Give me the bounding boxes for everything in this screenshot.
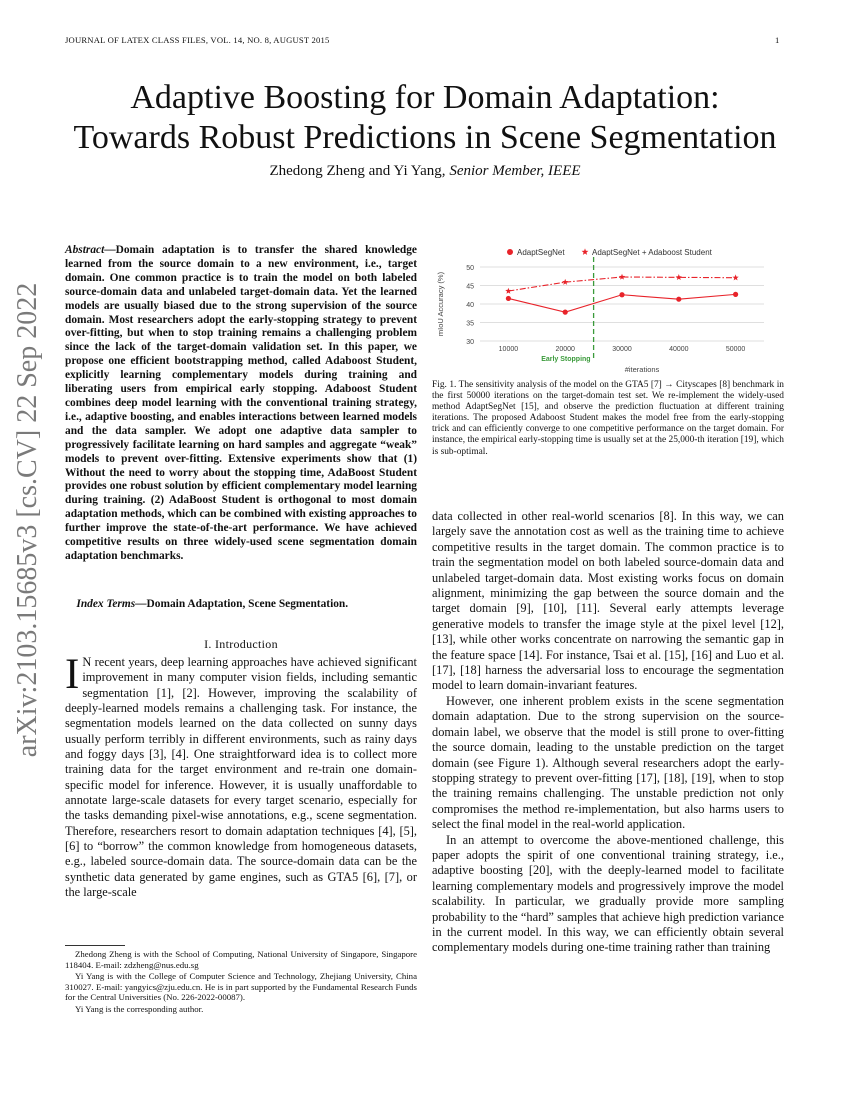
author-suffix: Senior Member, IEEE: [449, 163, 581, 179]
y-tick-label: 30: [466, 339, 474, 346]
data-point: [676, 274, 682, 280]
x-tick-label: 30000: [612, 346, 632, 353]
data-point: [506, 296, 511, 301]
abstract: [65, 244, 417, 564]
index-terms-label: Index Terms: [76, 598, 136, 610]
data-point: [505, 288, 511, 294]
running-header: JOURNAL OF LATEX CLASS FILES, VOL. 14, NO. 8, AUGUST 2015: [65, 35, 330, 45]
intro-paragraph: [65, 651, 417, 901]
index-terms: [65, 598, 417, 610]
x-tick-label: 50000: [725, 346, 746, 353]
legend-label: AdaptSegNet + Adaboost Student: [592, 248, 712, 257]
body-paragraph: In an attempt to overcome the above-mentioned challenge, this paper adopts the spirit of one conventional training strategy, i.e., adaptive boosting [20], with the deeply-learned model to facilitate learning complementary models and progressively improve the model scalability. In particular, we gradually provide more sampling probability to the “hard” samples that achieve high prediction variance in the current model. In this way, we can efficiently obtain several complementary models during one-time training rather than training: [432, 832, 784, 955]
data-point: [562, 279, 568, 285]
abstract-label: Abstract: [65, 244, 105, 256]
right-column-body: [432, 509, 784, 956]
legend-marker-star: [582, 248, 589, 255]
legend-label: AdaptSegNet: [517, 248, 565, 257]
index-terms-text: —Domain Adaptation, Scene Segmentation.: [135, 598, 349, 610]
footnote: Yi Yang is the corresponding author.: [75, 1003, 204, 1014]
y-axis-label: mIoU Accuracy (%): [436, 271, 445, 337]
x-axis-label: #iterations: [624, 365, 660, 374]
data-point: [619, 292, 624, 297]
x-tick-label: 40000: [669, 346, 689, 353]
y-tick-label: 35: [466, 320, 474, 328]
section-heading: I. Introduction: [204, 637, 278, 651]
data-point: [676, 297, 681, 302]
drop-cap: I: [65, 651, 80, 698]
early-stopping-label: Early Stopping: [541, 356, 591, 363]
data-point: [563, 310, 568, 315]
footnote: Zhedong Zheng is with the School of Computing, National University of Singapore, Singapore 118404. E-mail: zdzheng@nus.edu.sg: [65, 949, 417, 970]
x-tick-label: 20000: [555, 346, 575, 353]
y-tick-label: 40: [466, 302, 474, 309]
data-point: [732, 274, 738, 280]
body-paragraph: However, one inherent problem exists in the scene segmentation domain adaptation. Due to the strong supervision on the source-domain label, we observe that the model is still prone to over-fitting the source domain, leading to the unstable prediction on the target domain (see Figure 1). Although several researchers adopt the early-stopping strategy to prevent over-fitting [17], [18], [19], when to stop the training remains challenging. The unstable prediction not only compromises the method re-implementation, but also harms users to select the final model in the real-world application.: [432, 693, 784, 832]
author-names: Zhedong Zheng and Yi Yang,: [269, 163, 446, 179]
authors: [40, 163, 810, 180]
figure-caption: Fig. 1. The sensitivity analysis of the model on the GTA5 [7] → Cityscapes [8] benchmark in the first 50000 iterations on the target-domain test set. We re-implement the widely-used method AdaptSegNet [15], and observe the prediction fluctuation at different training iterations. The proposed Adaboost Student makes the model free from the early-stopping trick and can efficiently converge to one competitive performance on the target domain. For instance, the empirical early-stopping time is usually set at the 25,000-th iteration [19], which is sub-optimal.: [432, 380, 784, 457]
line-chart: [432, 236, 784, 380]
footnote-rule: [65, 945, 125, 946]
title-line-2: Towards Robust Predictions in Scene Segmentation: [73, 119, 777, 156]
arxiv-stamp: [2, 282, 54, 758]
series-line-1: [508, 277, 735, 291]
intro-text: N recent years, deep learning approaches have achieved significant improvement in many computer vision fields, including semantic segmentation [1], [2]. However, improving the scalability of deeply-learned models remains a challenging task. For instance, the segmentation models learned on the data collected on sunny days usually perform terribly in different environments, such as rainy days and foggy days [3], [4]. One straightforward idea is to collect more training data for the target environment and re-train one domain-specific model for inference. However, it is usually unaffordable to annotate large-scale datasets for every target scenario, especially for the tasks demanding pixel-wise annotations, e.g., scene segmentation. Therefore, researchers resort to domain adaptation techniques [4], [5], [6] to “borrow” the common knowledge from homogeneous datasets, e.g., labeled source-domain data. The source-domain data can be the synthetic data generated by game engines, such as GTA5 [6], [7], or the large-scale: [65, 655, 417, 900]
legend-marker-circle: [507, 249, 513, 255]
data-point: [619, 274, 625, 280]
footnote: Yi Yang is with the College of Computer Science and Technology, Zhejiang University, China 310027. E-mail: yangyics@zju.edu.cn. He is in part supported by the Fundamental Research Funds for the Central Universities (No. 226-2022-00087).: [65, 971, 417, 1003]
page-number: 1: [775, 35, 780, 45]
y-tick-label: 50: [466, 265, 474, 272]
paper-title: [40, 78, 810, 158]
abstract-text: —Domain adaptation is to transfer the shared knowledge learned from the source domain to a new environment, i.e., target domain. One common practice is to train the model on both labeled source-domain data and unlabeled target-domain data. Yet the learned models are usually biased due to the strong supervision of the source domain. Most researchers adopt the early-stopping strategy to prevent over-fitting, but when to stop training remains a challenging problem since the lack of the target-domain validation set. In this paper, we propose one efficient bootstrapping method, called Adaboost Student, explicitly learning complementary models during training and liberating users from empirical early stopping. Adaboost Student combines deep model learning with the conventional training strategy, i.e., adaptive boosting, and enables interactions between learned models and the data sampler. We adopt one adaptive data sampler to progressively facilitate learning on hard samples and aggregate “weak” models to prevent over-fitting. Extensive experiments show that (1) Without the need to worry about the stopping time, AdaBoost Student provides one robust solution by efficient complementary model learning during training. (2) AdaBoost Student is orthogonal to most domain adaptation methods, which can be combined with existing approaches to further improve the state-of-the-art performance. We have achieved competitive results on three widely-used scene segmentation domain adaptation benchmarks.: [65, 244, 417, 562]
body-paragraph: data collected in other real-world scenarios [8]. In this way, we can largely save the annotation cost as well as the training time to achieve competitive results in the target domain. The common practice is to train the segmentation model on both labeled source-domain data and unlabeled target-domain data. Most existing works focus on domain alignment, minimizing the gap between the source domain and the target domain [9], [10], [11]. Several early attempts leverage generative models to transfer the image style at the pixel level [12], [13], while other works concentrate on narrowing the semantic gap in the feature space [14]. For instance, Tsai et al. [15], [16] and Luo et al. [17], [18] harness the adversarial loss to encourage the segmentation model to learn domain-invariant features.: [432, 509, 784, 693]
title-line-1: Adaptive Boosting for Domain Adaptation:: [130, 79, 720, 116]
arxiv-stamp-text: arXiv:2103.15685v3 [cs.CV] 22 Sep 2022: [12, 282, 43, 758]
y-tick-label: 45: [466, 283, 474, 291]
footnotes: [65, 949, 417, 1016]
x-tick-label: 10000: [498, 346, 519, 353]
figure-1: [432, 236, 784, 380]
data-point: [733, 292, 738, 297]
